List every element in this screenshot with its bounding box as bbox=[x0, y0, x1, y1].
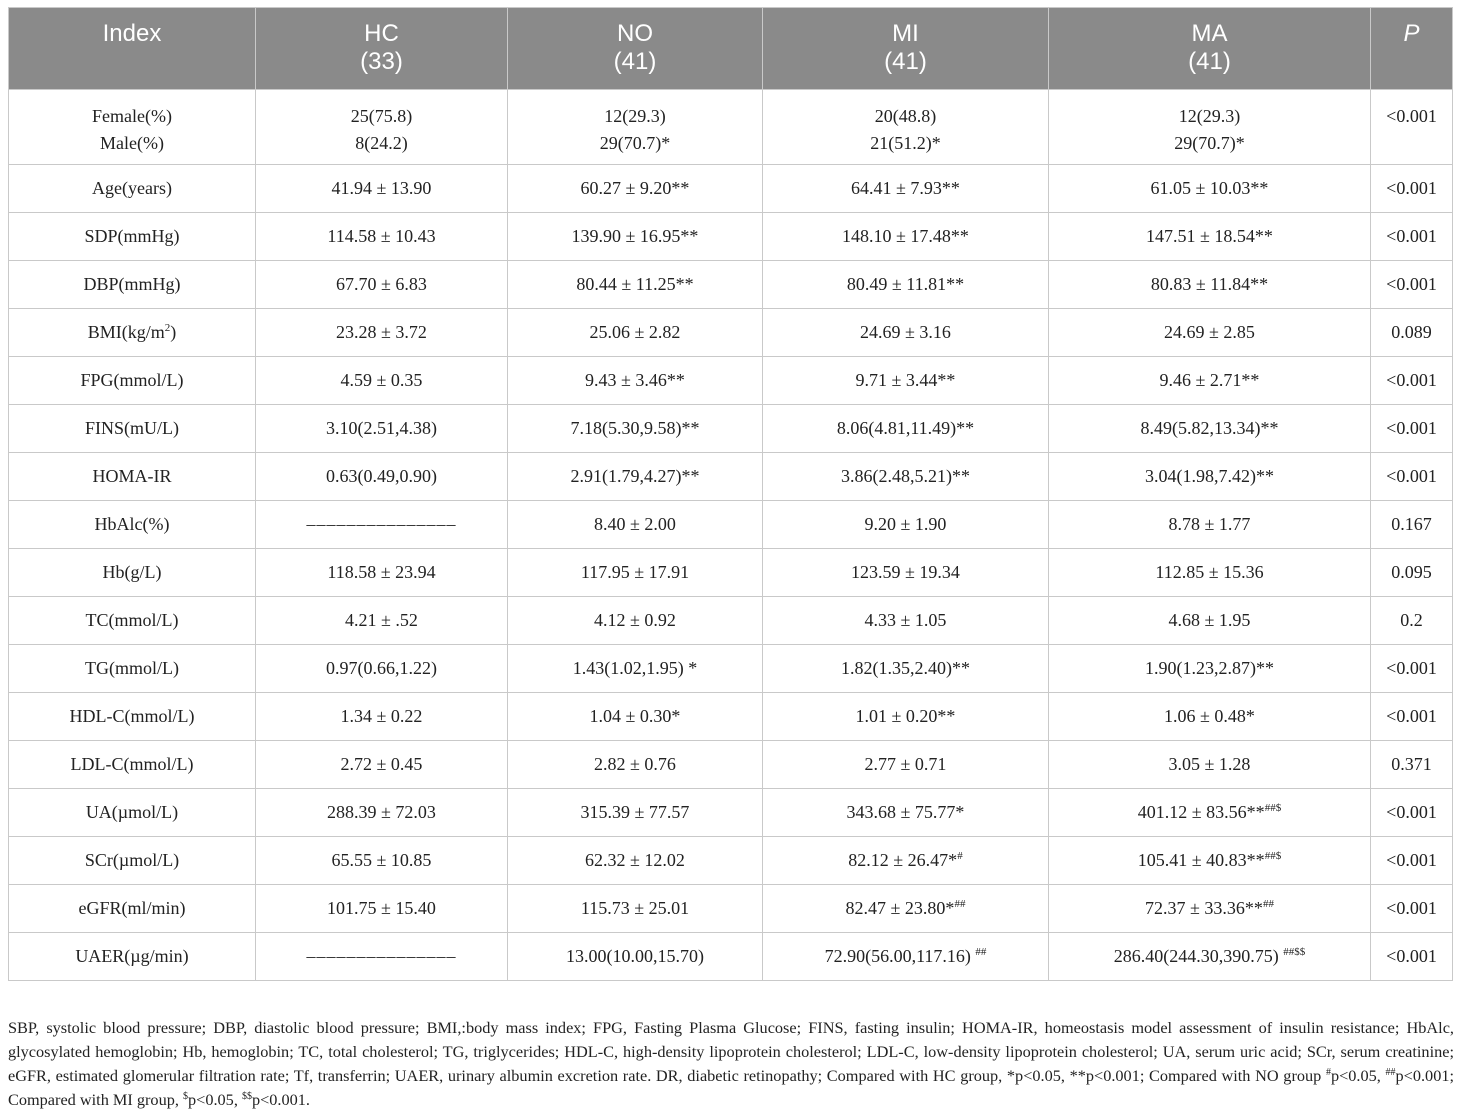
cell-mi: 1.01 ± 0.20** bbox=[763, 693, 1049, 741]
cell-hc: 41.94 ± 13.90 bbox=[256, 165, 508, 213]
header-mi: MI (41) bbox=[763, 8, 1049, 90]
cell-no: 62.32 ± 12.02 bbox=[508, 837, 763, 885]
cell-p: <0.001 bbox=[1371, 405, 1453, 453]
cell-ma: 4.68 ± 1.95 bbox=[1049, 597, 1371, 645]
cell-label: Hb(g/L) bbox=[9, 549, 256, 597]
cell-ma: 3.05 ± 1.28 bbox=[1049, 741, 1371, 789]
cell-p: <0.001 bbox=[1371, 789, 1453, 837]
cell-mi: 343.68 ± 75.77* bbox=[763, 789, 1049, 837]
cell-p: 0.089 bbox=[1371, 309, 1453, 357]
cell-ma: 80.83 ± 11.84** bbox=[1049, 261, 1371, 309]
table-row bbox=[9, 309, 1453, 357]
cell-label: SDP(mmHg) bbox=[9, 213, 256, 261]
cell-label: FINS(mU/L) bbox=[9, 405, 256, 453]
cell-no: 13.00(10.00,15.70) bbox=[508, 933, 763, 981]
table-row bbox=[9, 261, 1453, 309]
header-index: Index bbox=[9, 8, 256, 90]
cell-ma: 1.06 ± 0.48* bbox=[1049, 693, 1371, 741]
cell-hc: 101.75 ± 15.40 bbox=[256, 885, 508, 933]
cell-no: 115.73 ± 25.01 bbox=[508, 885, 763, 933]
cell-no: 139.90 ± 16.95** bbox=[508, 213, 763, 261]
header-ma: MA (41) bbox=[1049, 8, 1371, 90]
cell-label: HbAlc(%) bbox=[9, 501, 256, 549]
cell-no: 4.12 ± 0.92 bbox=[508, 597, 763, 645]
cell-hc: 114.58 ± 10.43 bbox=[256, 213, 508, 261]
cell-hc: 118.58 ± 23.94 bbox=[256, 549, 508, 597]
table-row bbox=[9, 549, 1453, 597]
header-row bbox=[9, 8, 1453, 90]
cell-mi: 80.49 ± 11.81** bbox=[763, 261, 1049, 309]
cell-no: 7.18(5.30,9.58)** bbox=[508, 405, 763, 453]
cell-p: <0.001 bbox=[1371, 453, 1453, 501]
header-no: NO (41) bbox=[508, 8, 763, 90]
cell-label: UA(µmol/L) bbox=[9, 789, 256, 837]
cell-ma: 9.46 ± 2.71** bbox=[1049, 357, 1371, 405]
cell-ma: 105.41 ± 40.83**##$ bbox=[1049, 837, 1371, 885]
cell-no: 80.44 ± 11.25** bbox=[508, 261, 763, 309]
cell-hc: 25(75.8) 8(24.2) bbox=[256, 90, 508, 165]
table-row bbox=[9, 501, 1453, 549]
table-row-sex bbox=[9, 90, 1453, 165]
cell-ma: 3.04(1.98,7.42)** bbox=[1049, 453, 1371, 501]
cell-mi: 123.59 ± 19.34 bbox=[763, 549, 1049, 597]
cell-mi: 9.71 ± 3.44** bbox=[763, 357, 1049, 405]
cell-ma: 8.49(5.82,13.34)** bbox=[1049, 405, 1371, 453]
cell-no: 2.91(1.79,4.27)** bbox=[508, 453, 763, 501]
header-hc: HC (33) bbox=[256, 8, 508, 90]
cell-p: <0.001 bbox=[1371, 885, 1453, 933]
cell-mi: 148.10 ± 17.48** bbox=[763, 213, 1049, 261]
cell-no: 25.06 ± 2.82 bbox=[508, 309, 763, 357]
cell-label: UAER(µg/min) bbox=[9, 933, 256, 981]
table-row bbox=[9, 741, 1453, 789]
cell-no: 117.95 ± 17.91 bbox=[508, 549, 763, 597]
cell-p: 0.167 bbox=[1371, 501, 1453, 549]
table-container bbox=[8, 7, 1452, 981]
cell-mi: 9.20 ± 1.90 bbox=[763, 501, 1049, 549]
cell-ma: 1.90(1.23,2.87)** bbox=[1049, 645, 1371, 693]
cell-no: 9.43 ± 3.46** bbox=[508, 357, 763, 405]
cell-label: FPG(mmol/L) bbox=[9, 357, 256, 405]
baseline-characteristics-table bbox=[8, 7, 1453, 981]
cell-ma: 24.69 ± 2.85 bbox=[1049, 309, 1371, 357]
cell-label: HDL-C(mmol/L) bbox=[9, 693, 256, 741]
cell-mi: 20(48.8) 21(51.2)* bbox=[763, 90, 1049, 165]
cell-label: TG(mmol/L) bbox=[9, 645, 256, 693]
cell-hc: 23.28 ± 3.72 bbox=[256, 309, 508, 357]
cell-hc: 288.39 ± 72.03 bbox=[256, 789, 508, 837]
cell-mi: 82.47 ± 23.80*## bbox=[763, 885, 1049, 933]
cell-no: 1.04 ± 0.30* bbox=[508, 693, 763, 741]
cell-p: <0.001 bbox=[1371, 165, 1453, 213]
cell-p: 0.2 bbox=[1371, 597, 1453, 645]
cell-hc: 67.70 ± 6.83 bbox=[256, 261, 508, 309]
table-row bbox=[9, 453, 1453, 501]
cell-label: Female(%) Male(%) bbox=[9, 90, 256, 165]
cell-ma: 8.78 ± 1.77 bbox=[1049, 501, 1371, 549]
cell-label: TC(mmol/L) bbox=[9, 597, 256, 645]
cell-no: 315.39 ± 77.57 bbox=[508, 789, 763, 837]
cell-p: <0.001 bbox=[1371, 213, 1453, 261]
cell-p: <0.001 bbox=[1371, 837, 1453, 885]
cell-p: <0.001 bbox=[1371, 693, 1453, 741]
cell-ma: 401.12 ± 83.56**##$ bbox=[1049, 789, 1371, 837]
cell-mi: 8.06(4.81,11.49)** bbox=[763, 405, 1049, 453]
cell-mi: 24.69 ± 3.16 bbox=[763, 309, 1049, 357]
cell-hc: 3.10(2.51,4.38) bbox=[256, 405, 508, 453]
cell-p: 0.095 bbox=[1371, 549, 1453, 597]
cell-p: <0.001 bbox=[1371, 645, 1453, 693]
cell-label: Age(years) bbox=[9, 165, 256, 213]
cell-ma: 61.05 ± 10.03** bbox=[1049, 165, 1371, 213]
cell-hc: 2.72 ± 0.45 bbox=[256, 741, 508, 789]
table-row bbox=[9, 789, 1453, 837]
cell-mi: 82.12 ± 26.47*# bbox=[763, 837, 1049, 885]
table-row bbox=[9, 213, 1453, 261]
cell-no: 12(29.3) 29(70.7)* bbox=[508, 90, 763, 165]
cell-mi: 1.82(1.35,2.40)** bbox=[763, 645, 1049, 693]
table-footnote: SBP, systolic blood pressure; DBP, diastolic blood pressure; BMI,:body mass index; FPG, Fasting Plasma Glucose; FINS, fasting insulin; HOMA-IR, homeostasis model assessment of insulin resistance; HbAlc, glycosylated hemoglobin; Hb, hemoglobin; TC, total cholesterol; TG, triglycerides; HDL-C, high-density lipoprotein cholesterol; LDL-C, low-density lipoprotein cholesterol; UA, serum uric acid; SCr, serum creatinine; eGFR, estimated glomerular filtration rate; Tf, transferrin; UAER, urinary albumin excretion rate. DR, diabetic retinopathy; Compared with HC group, *p<0.05, **p<0.001; Compared with NO group #p<0.05, ##p<0.001; Compared with MI group, $p<0.05, $$p<0.001. bbox=[8, 1018, 1454, 1109]
cell-ma: 12(29.3) 29(70.7)* bbox=[1049, 90, 1371, 165]
table-row bbox=[9, 645, 1453, 693]
cell-hc: ––––––––––––––– bbox=[256, 501, 508, 549]
table-row bbox=[9, 837, 1453, 885]
cell-ma: 112.85 ± 15.36 bbox=[1049, 549, 1371, 597]
cell-ma: 72.37 ± 33.36**## bbox=[1049, 885, 1371, 933]
cell-no: 2.82 ± 0.76 bbox=[508, 741, 763, 789]
cell-hc: 1.34 ± 0.22 bbox=[256, 693, 508, 741]
cell-no: 60.27 ± 9.20** bbox=[508, 165, 763, 213]
cell-hc: 4.21 ± .52 bbox=[256, 597, 508, 645]
table-row bbox=[9, 357, 1453, 405]
cell-p: <0.001 bbox=[1371, 261, 1453, 309]
cell-hc: ––––––––––––––– bbox=[256, 933, 508, 981]
cell-p: <0.001 bbox=[1371, 90, 1453, 165]
cell-hc: 0.63(0.49,0.90) bbox=[256, 453, 508, 501]
cell-p: <0.001 bbox=[1371, 357, 1453, 405]
cell-p: 0.371 bbox=[1371, 741, 1453, 789]
cell-no: 1.43(1.02,1.95) * bbox=[508, 645, 763, 693]
cell-mi: 2.77 ± 0.71 bbox=[763, 741, 1049, 789]
cell-hc: 0.97(0.66,1.22) bbox=[256, 645, 508, 693]
cell-ma: 147.51 ± 18.54** bbox=[1049, 213, 1371, 261]
cell-label: eGFR(ml/min) bbox=[9, 885, 256, 933]
cell-mi: 4.33 ± 1.05 bbox=[763, 597, 1049, 645]
header-p: P bbox=[1371, 8, 1453, 90]
table-row bbox=[9, 405, 1453, 453]
table-row bbox=[9, 693, 1453, 741]
cell-hc: 65.55 ± 10.85 bbox=[256, 837, 508, 885]
table-row bbox=[9, 885, 1453, 933]
cell-no: 8.40 ± 2.00 bbox=[508, 501, 763, 549]
cell-mi: 3.86(2.48,5.21)** bbox=[763, 453, 1049, 501]
table-row bbox=[9, 597, 1453, 645]
cell-label: HOMA-IR bbox=[9, 453, 256, 501]
cell-mi: 72.90(56.00,117.16) ## bbox=[763, 933, 1049, 981]
cell-p: <0.001 bbox=[1371, 933, 1453, 981]
cell-ma: 286.40(244.30,390.75) ##$$ bbox=[1049, 933, 1371, 981]
cell-label: DBP(mmHg) bbox=[9, 261, 256, 309]
table-body bbox=[9, 90, 1453, 981]
table-row bbox=[9, 165, 1453, 213]
cell-label: SCr(µmol/L) bbox=[9, 837, 256, 885]
cell-hc: 4.59 ± 0.35 bbox=[256, 357, 508, 405]
cell-label: $BMI(kg/m^2)$ bbox=[9, 309, 256, 357]
table-row bbox=[9, 933, 1453, 981]
cell-label: LDL-C(mmol/L) bbox=[9, 741, 256, 789]
cell-mi: 64.41 ± 7.93** bbox=[763, 165, 1049, 213]
